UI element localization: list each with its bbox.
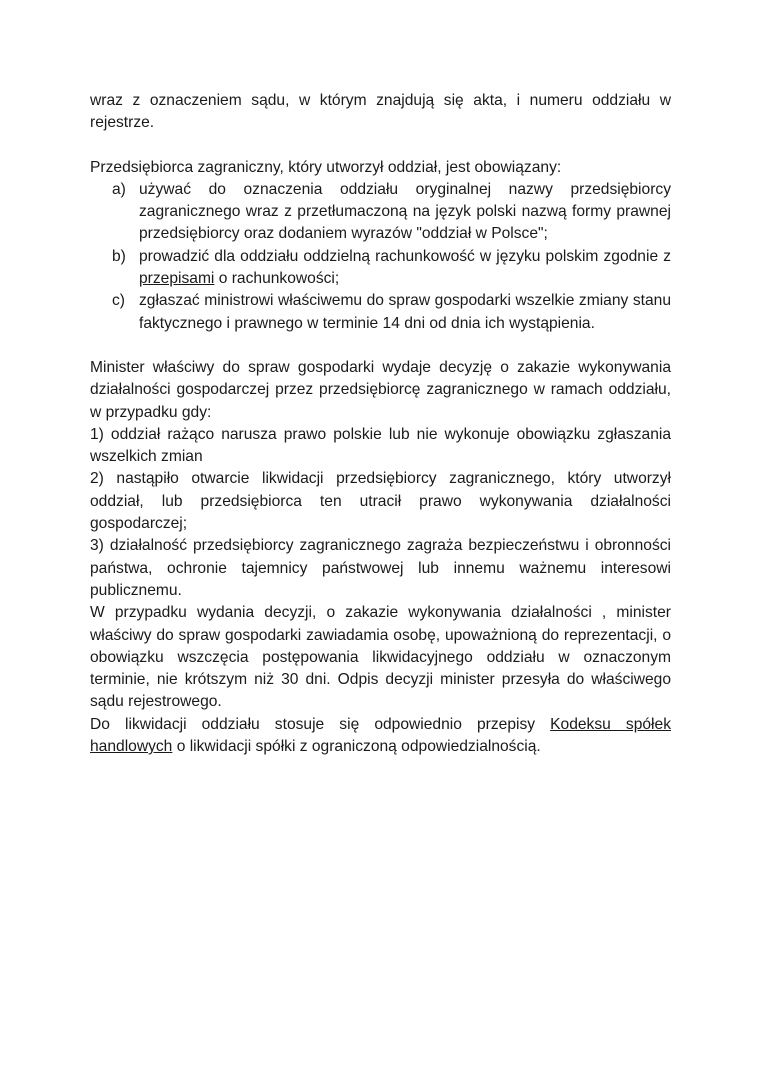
liquidation-text-before: Do likwidacji oddziału stosuje się odpowiednio przepisy <box>90 715 551 733</box>
list-marker-b: b) <box>112 247 126 265</box>
paragraph-case-3: 3) działalność przedsiębiorcy zagranicznego zagraża bezpieczeństwu i obronności państwa, ochronie tajemnicy państwowej lub innemu ważnemu interesowi publicznemu. <box>90 537 671 599</box>
paragraph-liquidation-rules <box>90 714 671 759</box>
list-marker-a: a) <box>112 180 126 198</box>
list-marker-c: c) <box>112 292 125 310</box>
paragraph-case-2: 2) nastąpiło otwarcie likwidacji przedsiębiorcy zagranicznego, który utworzył oddział, lub przedsiębiorca ten utracił prawo wykonywania działalności gospodarczej; <box>90 470 671 533</box>
liquidation-text-after: o likwidacji spółki z ograniczoną odpowiedzialnością. <box>172 738 541 756</box>
list-item-a <box>90 179 671 246</box>
list-item-b <box>90 246 671 291</box>
document-page <box>90 90 671 758</box>
link-kodeks-spolek-handlowych[interactable]: Kodeksu spółek handlowych <box>90 715 671 756</box>
paragraph-gap <box>90 335 671 357</box>
list-item-b-text-after: o rachunkowości; <box>214 270 340 288</box>
list-item-b-text-before: prowadzić dla oddziału oddzielną rachunkowość w języku polskim zgodnie z <box>139 247 671 265</box>
paragraph-minister-decision: Minister właściwy do spraw gospodarki wydaje decyzję o zakazie wykonywania działalności gospodarczej przez przedsiębiorcę zagranicznego w ramach oddziału, w przypadku gdy: <box>90 358 671 421</box>
list-item-c <box>90 290 671 335</box>
list-item-c-text: zgłaszać ministrowi właściwemu do spraw gospodarki wszelkie zmiany stanu faktycznego i prawnego w terminie 14 dni od dnia ich wystąpienia. <box>139 292 671 332</box>
obligations-list <box>90 179 671 335</box>
paragraph-gap <box>90 135 671 157</box>
list-item-a-text: używać do oznaczenia oddziału oryginalnej nazwy przedsiębiorcy zagranicznego wraz z przetłumaczoną na język polski nazwą formy prawnej przedsiębiorcy oraz dodaniem wyrazów "oddział w Polsce"; <box>139 180 671 243</box>
paragraph-continuation: wraz z oznaczeniem sądu, w którym znajdują się akta, i numeru oddziału w rejestrze. <box>90 92 671 132</box>
link-przepisami[interactable]: przepisami <box>139 270 215 288</box>
paragraph-obligations-intro: Przedsiębiorca zagraniczny, który utworzył oddział, jest obowiązany: <box>90 158 562 176</box>
paragraph-case-1: 1) oddział rażąco narusza prawo polskie lub nie wykonuje obowiązku zgłaszania wszelkich zmian <box>90 425 671 466</box>
paragraph-liquidation-notice: W przypadku wydania decyzji, o zakazie wykonywania działalności , minister właściwy do spraw gospodarki zawiadamia osobę, upoważnioną do reprezentacji, o obowiązku wszczęcia postępowania likwidacyjnego oddziału w oznaczonym terminie, nie krótszym niż 30 dni. Odpis decyzji minister przesyła do właściwego sądu rejestrowego. <box>90 604 671 711</box>
